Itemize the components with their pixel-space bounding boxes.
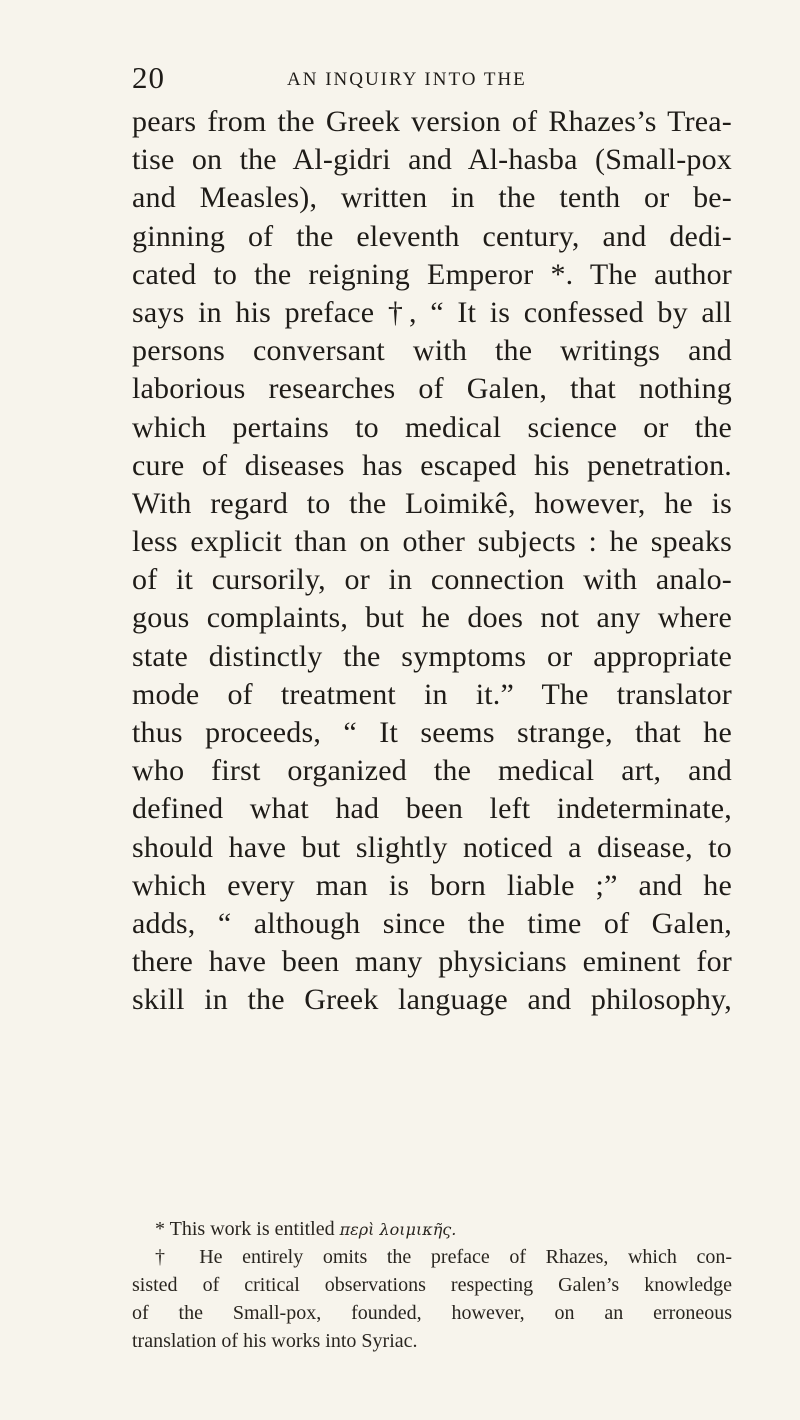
text-line: mode of treatment in it.” The translator bbox=[132, 677, 732, 711]
text-line: pears from the Greek version of Rhazes’s Trea- bbox=[132, 105, 732, 138]
footnote-star-text: * This work is entitled bbox=[155, 1218, 335, 1240]
page-number: 20 bbox=[132, 60, 165, 95]
text-line: cure of diseases has escaped his penetration. bbox=[132, 448, 732, 482]
running-title: AN INQUIRY INTO THE bbox=[287, 69, 527, 90]
greek-title: περὶ λοιμικῆς. bbox=[339, 1220, 457, 1239]
main-text bbox=[132, 103, 732, 1020]
text-line: which every man is born liable ;” and he bbox=[132, 868, 732, 902]
text-line: should have but slightly noticed a disease, to bbox=[132, 830, 732, 864]
text-line: thus proceeds, “ It seems strange, that he bbox=[132, 716, 732, 749]
text-line: of it cursorily, or in connection with analo- bbox=[132, 563, 732, 597]
text-line: says in his preface †, “ It is confessed by all bbox=[132, 295, 732, 329]
text-line: state distinctly the symptoms or appropriate bbox=[132, 639, 732, 673]
footnote-dagger-line: of the Small-pox, founded, however, on an erroneous bbox=[132, 1302, 732, 1324]
text-line: laborious researches of Galen, that nothing bbox=[132, 372, 732, 406]
footnote-dagger-line: † He entirely omits the preface of Rhazes, which con- bbox=[155, 1246, 732, 1268]
text-line: adds, “ although since the time of Galen, bbox=[132, 906, 732, 940]
footnote-dagger-line: translation of his works into Syriac. bbox=[132, 1330, 418, 1352]
text-line: skill in the Greek language and philosophy, bbox=[132, 983, 732, 1017]
text-line: With regard to the Loimikê, however, he is bbox=[132, 486, 732, 520]
text-line: persons conversant with the writings and bbox=[132, 334, 732, 368]
text-line: tise on the Al-gidri and Al-hasba (Small-pox bbox=[132, 143, 732, 177]
text-line: and Measles), written in the tenth or be- bbox=[132, 181, 732, 215]
text-line: there have been many physicians eminent for bbox=[132, 945, 732, 979]
running-head bbox=[132, 58, 732, 98]
text-line: less explicit than on other subjects : he speaks bbox=[132, 525, 732, 559]
footnotes bbox=[132, 1215, 732, 1355]
text-line: who first organized the medical art, and bbox=[132, 754, 732, 788]
footnote-dagger-line: sisted of critical observations respecting Galen’s knowledge bbox=[132, 1274, 732, 1296]
text-line: cated to the reigning Emperor *. The author bbox=[132, 257, 732, 291]
text-line: defined what had been left indeterminate, bbox=[132, 792, 732, 826]
text-line: ginning of the eleventh century, and dedi- bbox=[132, 219, 732, 253]
text-line: gous complaints, but he does not any where bbox=[132, 601, 732, 635]
text-line: which pertains to medical science or the bbox=[132, 410, 732, 444]
footnote-star bbox=[132, 1215, 732, 1243]
